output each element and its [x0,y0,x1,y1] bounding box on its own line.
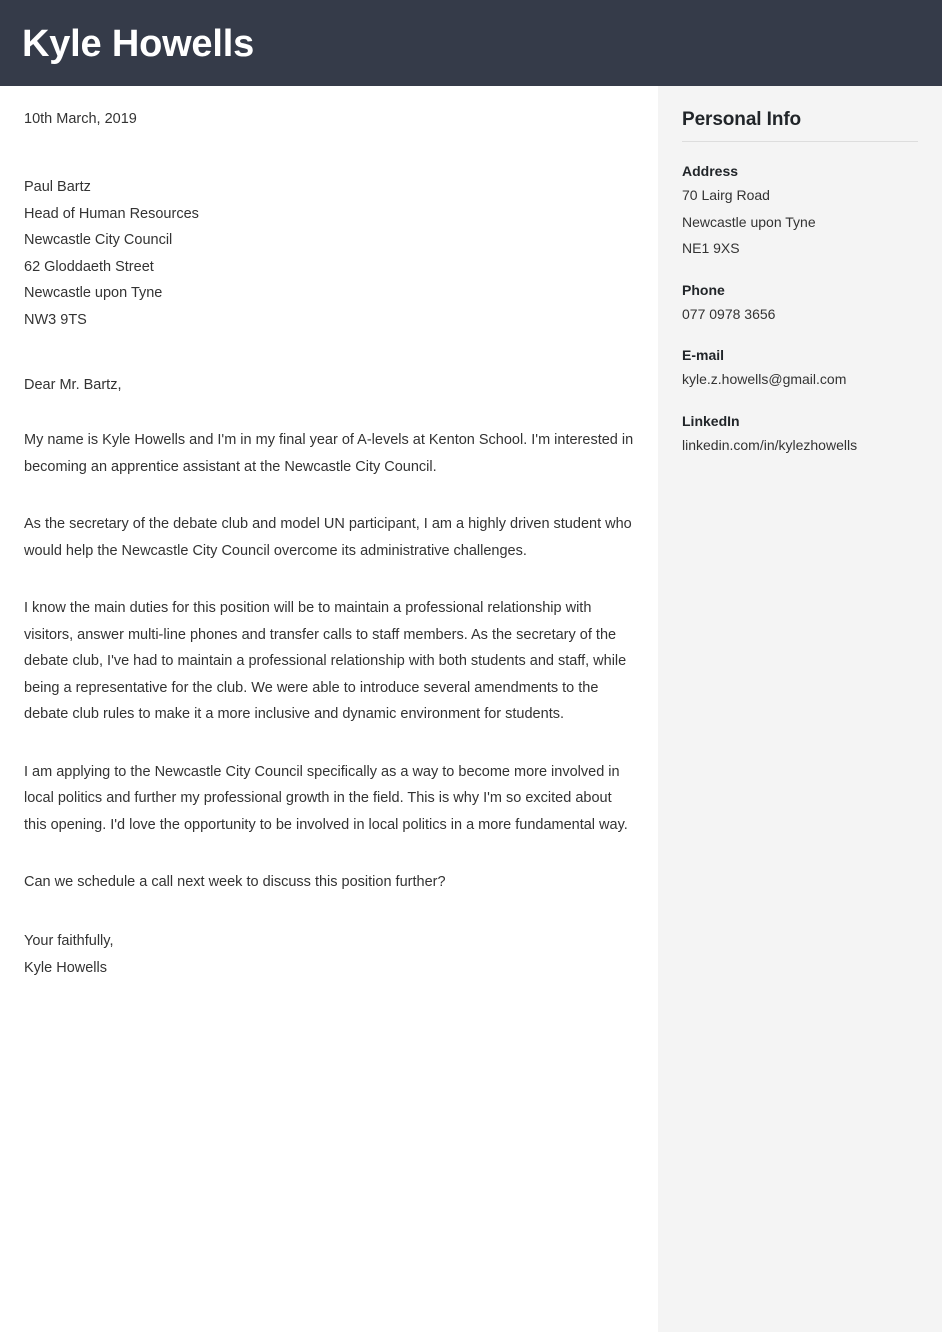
sidebar-label: Address [682,163,739,179]
sidebar-group-linkedin [682,410,918,459]
letter-paragraph: I know the main duties for this position will be to maintain a professional relationship with visitors, answer multi-line phones and transfer calls to staff members. As the secretary of the debate club, I've had to maintain a professional relationship with both students and staff, while being a representative for the club. We were able to introduce several amendments to the debate club rules to make it a more inclusive and dynamic environment for students. [24,600,627,722]
sidebar-label: E-mail [682,347,725,363]
recipient-line: Head of Human Resources [24,205,199,222]
letter-closing: Your faithfully, [24,932,114,949]
recipient-line: Paul Bartz [24,179,91,195]
sidebar-value: 70 Lairg Road [682,187,770,203]
header-banner [0,0,942,86]
sidebar-group-address [682,160,918,262]
letter-salutation: Dear Mr. Bartz, [24,377,122,393]
applicant-name-heading: Kyle Howells [22,23,255,65]
sidebar-label: LinkedIn [682,412,740,429]
sidebar-value: NE1 9XS [682,240,740,256]
recipient-line: 62 Gloddaeth Street [24,258,154,275]
sidebar-title: Personal Info [682,109,802,130]
letter-signature: Kyle Howells [24,959,107,976]
personal-info-sidebar [658,86,942,1332]
recipient-address-block [24,174,634,333]
letter-paragraph: I am applying to the Newcastle City Council specifically as a way to become more involved in local politics and further my professional growth in the field. This is why I'm so excited about this opening. I'd love the opportunity to be involved in local politics in a more fundamental way. [24,763,628,833]
content-row [0,86,942,1332]
letter-date: 10th March, 2019 [24,111,137,127]
sidebar-label: Phone [682,281,725,298]
sidebar-value[interactable]: linkedin.com/in/kylezhowells [682,436,858,453]
sidebar-group-phone [682,279,918,328]
recipient-line: Newcastle upon Tyne [24,285,163,301]
letter-body-column [0,86,658,1332]
letter-paragraph: Can we schedule a call next week to discuss this position further? [24,874,446,890]
recipient-line: NW3 9TS [24,311,87,328]
sidebar-value: Newcastle upon Tyne [682,213,816,230]
recipient-line: Newcastle City Council [24,232,173,248]
sidebar-value[interactable]: 077 0978 3656 [682,305,776,322]
sidebar-divider [682,141,918,142]
letter-paragraph: As the secretary of the debate club and model UN participant, I am a highly driven student who would help the Newcastle City Council overcome its administrative challenges. [24,516,632,559]
letter-paragraph: My name is Kyle Howells and I'm in my final year of A-levels at Kenton School. I'm interested in becoming an apprentice assistant at the Newcastle City Council. [24,432,634,475]
sidebar-value[interactable]: kyle.z.howells@gmail.com [682,371,847,387]
sidebar-group-email [682,344,918,393]
letter-signoff-block [24,928,634,982]
